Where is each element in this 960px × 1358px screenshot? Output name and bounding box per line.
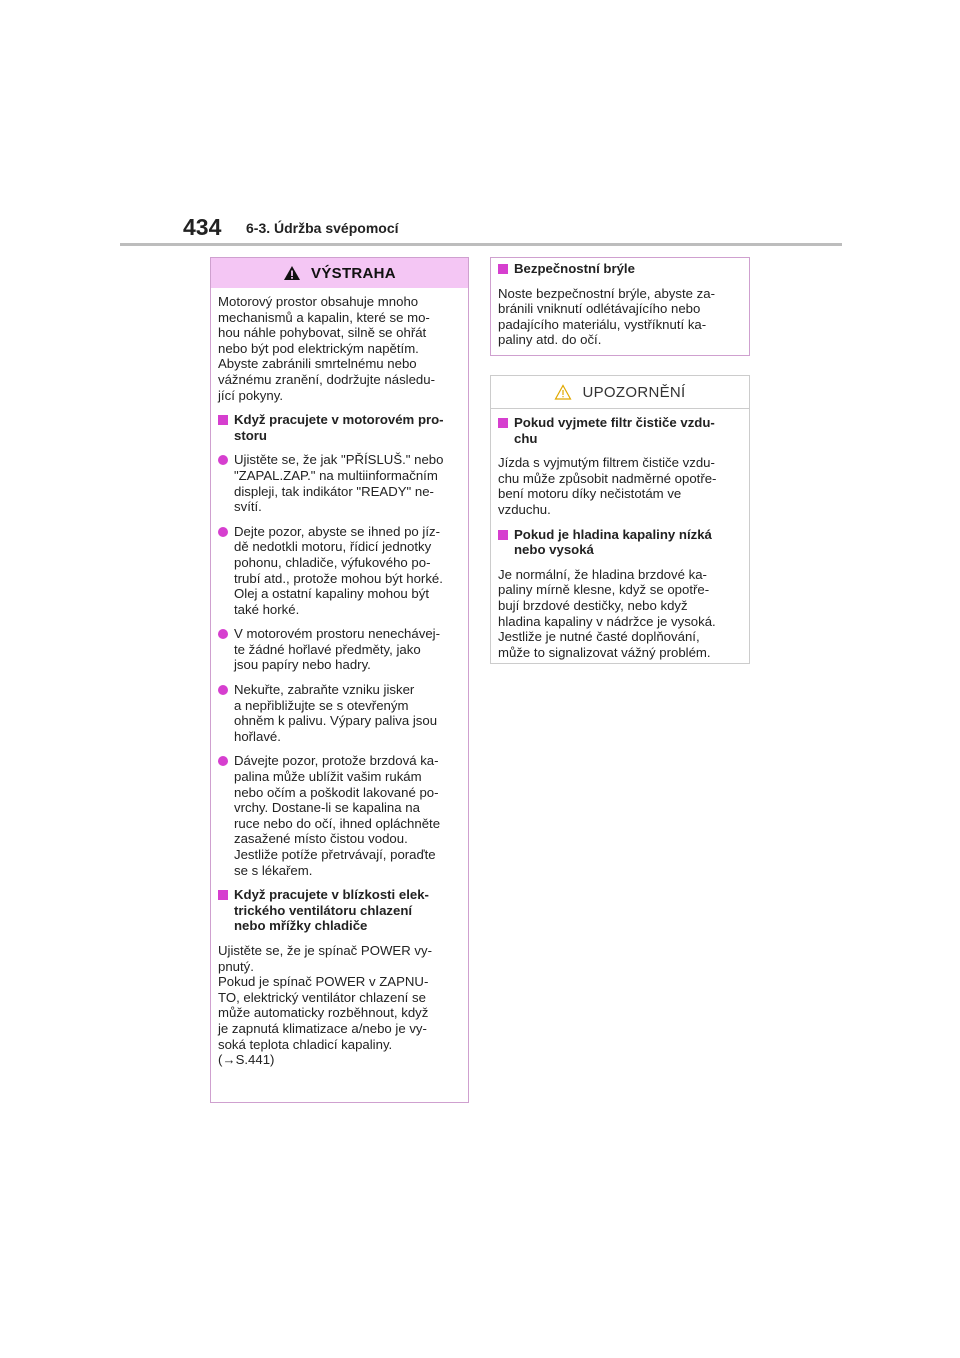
list-item-text: Dejte pozor, abyste se ihned po jíz- dě nedotkli motoru, řídicí jednotky pohonu, chladiče, výfukového po- trubí atd., protože mohou být horké. Olej a ostatní kapaliny mohou být také horké. bbox=[234, 523, 443, 617]
list-item-text: Ujistěte se, že jak "PŘÍSLUŠ." nebo "ZAPAL.ZAP." na multiinformačním displeji, tak indikátor "READY" ne- svítí. bbox=[234, 452, 444, 515]
list-item-text: Dávejte pozor, protože brzdová ka- palina může ublížit vašim rukám nebo očím a poškodit lakované po- vrchy. Dostane-li se kapalina na ruce nebo do očí, ihned opláchněte zasažené místo čistou vodou. Jestliže potíže přetrvávají, poraďte se s lékařem. bbox=[234, 753, 441, 878]
round-bullet-icon bbox=[218, 629, 228, 639]
warning-fan-text: Ujistěte se, že je spínač POWER vy- pnutý. Pokud je spínač POWER v ZAPNU- TO, elektrický ventilátor chlazení se může automaticky rozběhnout, když je zapnutá klimatizace a/nebo je vy- soká teplota chladicí kapaliny. (→S.441) bbox=[218, 942, 432, 1068]
section-title: 6-3. Údržba svépomocí bbox=[246, 220, 399, 236]
list-item-text: V motorovém prostoru nenechávej- te žádné hořlavé předměty, jako jsou papíry nebo hadry. bbox=[234, 626, 440, 673]
warning-box bbox=[210, 257, 469, 1103]
heading-text: Když pracujete v blízkosti elek- trického ventilátoru chlazení nebo mřížky chladiče bbox=[234, 887, 429, 934]
safety-glasses-box bbox=[490, 257, 750, 356]
warning-intro: Motorový prostor obsahuje mnoho mechanismů a kapalin, které se mo- hou náhle pohybovat, silně se ohřát nebo být pod elektrickým napětím. Abyste zabránili smrtelnému nebo vážnému zranění, dodržujte následu- jící pokyny. bbox=[218, 294, 435, 403]
heading-text: Bezpečnostní brýle bbox=[514, 261, 635, 276]
square-bullet-icon bbox=[218, 415, 228, 425]
list-item bbox=[218, 452, 460, 514]
safety-glasses-text: Noste bezpečnostní brýle, abyste za- bránili vniknutí odlétávajícího nebo padajícího materiálu, vystříknutí ka- paliny atd. do očí. bbox=[498, 285, 715, 348]
warning-title: VÝSTRAHA bbox=[311, 264, 396, 282]
notice-air-filter-text: Jízda s vyjmutým filtrem čističe vzdu- chu může způsobit nadměrné opotře- bení motoru díky nečistotám ve vzduchu. bbox=[498, 455, 717, 517]
notice-fluid-level-text: Je normální, že hladina brzdové ka- paliny mírně klesne, když se opotře- bují brzdové destičky, nebo když hladina kapaliny v nádržce je vysoká. Jestliže je nutné časté doplňování, může to signalizovat vážný problém. bbox=[498, 566, 716, 660]
list-item-text: Nekuřte, zabraňte vzniku jisker a nepřibližujte se s otevřeným ohněm k palivu. Výpary paliva jsou hořlavé. bbox=[234, 682, 438, 744]
heading-text: Pokud je hladina kapaliny nízká nebo vysoká bbox=[514, 526, 712, 558]
heading-text: Pokud vyjmete filtr čističe vzdu- chu bbox=[514, 415, 715, 446]
caution-triangle-icon bbox=[554, 384, 572, 400]
square-bullet-icon bbox=[498, 418, 508, 428]
list-item bbox=[218, 682, 460, 744]
notice-air-filter-heading bbox=[498, 415, 741, 446]
notice-header bbox=[491, 376, 749, 409]
warning-header bbox=[211, 258, 468, 288]
heading-text: Když pracujete v motorovém pro- storu bbox=[234, 412, 444, 443]
notice-body bbox=[491, 409, 749, 677]
notice-box bbox=[490, 375, 750, 664]
warning-section-engine-heading bbox=[218, 412, 460, 443]
warning-triangle-icon bbox=[283, 265, 301, 281]
square-bullet-icon bbox=[218, 890, 228, 900]
safety-glasses-body bbox=[491, 258, 749, 365]
list-item bbox=[218, 524, 460, 618]
warning-body bbox=[211, 288, 468, 1085]
warning-section-fan-heading bbox=[218, 887, 460, 934]
square-bullet-icon bbox=[498, 530, 508, 540]
header-rule bbox=[120, 243, 842, 246]
list-item bbox=[218, 753, 460, 878]
safety-glasses-heading bbox=[498, 261, 741, 277]
round-bullet-icon bbox=[218, 455, 228, 465]
square-bullet-icon bbox=[498, 264, 508, 274]
notice-fluid-level-heading bbox=[498, 527, 741, 558]
round-bullet-icon bbox=[218, 685, 228, 695]
round-bullet-icon bbox=[218, 756, 228, 766]
list-item bbox=[218, 626, 460, 673]
notice-title: UPOZORNĚNÍ bbox=[582, 383, 686, 401]
page-number: 434 bbox=[183, 214, 222, 240]
round-bullet-icon bbox=[218, 527, 228, 537]
